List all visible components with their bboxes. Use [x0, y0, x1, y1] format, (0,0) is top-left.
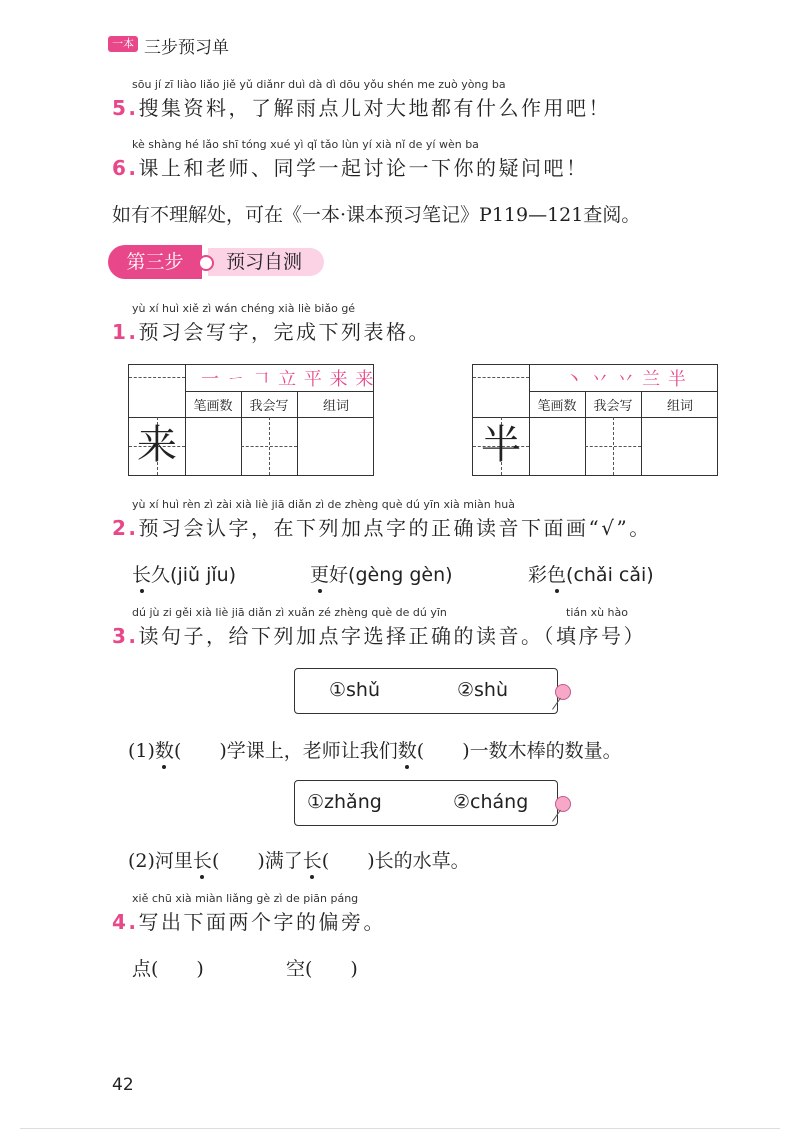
char-ban: 半: [481, 422, 521, 468]
s2-item-2: 更好(gèng gèn): [310, 560, 453, 587]
banner-label: 预习自测: [208, 248, 324, 276]
s3-pinyin: dú jù zi gěi xià liè jiā diǎn zì xuǎn zé zhèng què de dú yīn: [132, 606, 447, 619]
page-number: 42: [112, 1075, 134, 1095]
option-2b: ②cháng: [453, 791, 529, 813]
header-strokes: 笔画数: [193, 399, 233, 414]
s4-pinyin: xiě chū xià miàn liǎng gè zì de piān páng: [132, 892, 359, 905]
option-box-2: [294, 780, 558, 826]
header-words-2: 组词: [666, 399, 693, 414]
header-title: 三步预习单: [144, 38, 229, 58]
lollipop-icon-2: [555, 796, 571, 812]
q6-text: 课上和老师、同学一起讨论一下你的疑问吧！: [138, 156, 589, 180]
s1-text: 预习会写字，完成下列表格。: [138, 320, 432, 344]
s1-number: 1.: [112, 320, 139, 344]
option-2a: ①zhǎng: [307, 791, 382, 813]
s1-line: [112, 316, 431, 345]
s4-item-2: 空( ): [286, 958, 358, 980]
header-strokes-2: 笔画数: [537, 399, 577, 414]
s3-sentence-2: (2)河里长( )满了长( )长的水草。: [128, 846, 470, 873]
s2-number: 2.: [112, 516, 139, 540]
header-words: 组词: [322, 399, 349, 414]
reference-note: 如有不理解处，可在《一本·课本预习笔记》P119—121查阅。: [112, 204, 641, 226]
s3-sentence-1: (1)数( )学课上，老师让我们数( )一数木棒的数量。: [128, 736, 622, 763]
q5-pinyin: sōu jí zī liào liǎo jiě yǔ diǎnr duì dà dì dōu yǒu shén me zuò yòng ba: [132, 78, 506, 91]
writing-table-ban: [472, 364, 718, 476]
header-can-write: 我会写: [249, 399, 289, 414]
s3-number: 3.: [112, 624, 139, 648]
writing-table-lai: [128, 364, 374, 476]
option-box-1: [294, 668, 558, 714]
s2-item-3: 彩色(chǎi cǎi): [528, 560, 654, 587]
lollipop-icon: [555, 684, 571, 700]
s4-item-1: 点( ): [132, 958, 204, 980]
char-lai: 来: [137, 422, 177, 468]
s3-pinyin-right: tián xù hào: [566, 606, 628, 619]
step-banner: [108, 245, 324, 279]
option-1a: ①shǔ: [329, 679, 381, 701]
s1-pinyin: yù xí huì xiě zì wán chéng xià liè biǎo gé: [132, 302, 356, 315]
s3-text: 读句子，给下列加点字选择正确的读音。（填序号）: [138, 624, 647, 648]
s4-text: 写出下面两个字的偏旁。: [138, 910, 387, 934]
stroke-order-ban: 丶 丷 丷 兰 半: [565, 369, 687, 390]
q5-number: 5.: [112, 96, 139, 120]
brand-logo: 一本: [108, 36, 138, 52]
s3-line: [112, 620, 646, 649]
banner-step: 第三步: [108, 245, 202, 279]
header-can-write-2: 我会写: [593, 399, 633, 414]
s2-pinyin: yù xí huì rèn zì zài xià liè jiā diǎn zì de zhèng què dú yīn xià miàn huà: [132, 498, 515, 511]
q5-line: [112, 92, 611, 121]
q5-text: 搜集资料，了解雨点儿对大地都有什么作用吧！: [138, 96, 612, 120]
stroke-order-lai: 一 ㄧ 𠃍 立 平 来 来: [201, 369, 375, 390]
bottom-rule: [20, 1128, 780, 1129]
q6-pinyin: kè shàng hé lǎo shī tóng xué yì qǐ tǎo lùn yí xià nǐ de yí wèn ba: [132, 138, 479, 151]
option-1b: ②shù: [457, 679, 509, 701]
s2-line: [112, 512, 652, 541]
s4-number: 4.: [112, 910, 139, 934]
s2-text: 预习会认字，在下列加点字的正确读音下面画“√”。: [138, 516, 652, 540]
q6-number: 6.: [112, 156, 139, 180]
q6-line: [112, 152, 589, 181]
s2-item-1: 长久(jiǔ jǐu): [132, 560, 236, 587]
s4-line: [112, 906, 386, 935]
banner-dot: [198, 255, 214, 271]
